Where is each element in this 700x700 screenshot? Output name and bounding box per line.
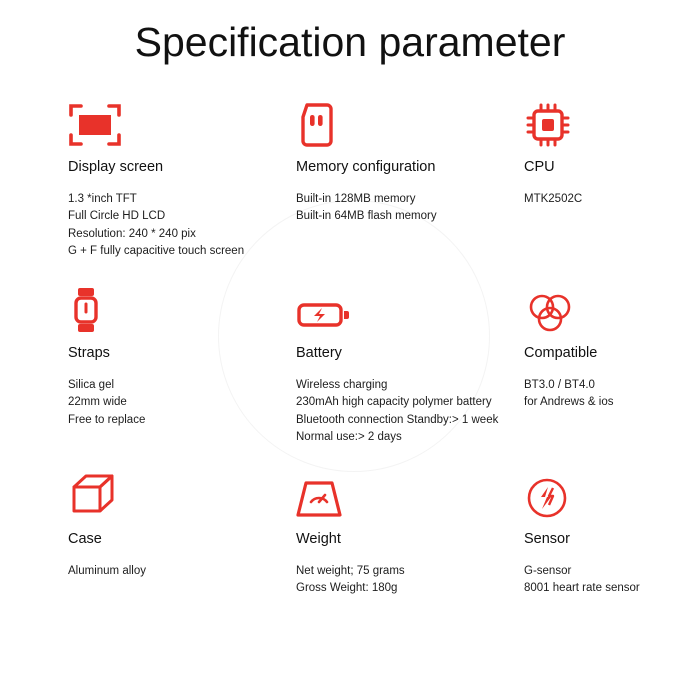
spec-line: Bluetooth connection Standby:> 1 week (296, 413, 499, 426)
spec-title: Case (68, 531, 102, 548)
spec-line: Wireless charging (296, 378, 388, 391)
battery-icon (296, 279, 524, 335)
weight-gauge-icon (296, 465, 524, 521)
spec-lines (296, 563, 524, 598)
spec-cell-case (68, 465, 296, 651)
spec-cell-weight (296, 465, 524, 651)
spec-line: Full Circle HD LCD (68, 210, 166, 223)
spec-line: Net weight; 75 grams (296, 564, 405, 577)
spec-line: 230mAh high capacity polymer battery (296, 396, 492, 409)
spec-title: Battery (296, 345, 342, 362)
page-title: Specification parameter (134, 19, 566, 65)
spec-line: 8001 heart rate sensor (524, 582, 640, 595)
spec-lines (68, 563, 296, 581)
memory-card-icon (296, 93, 524, 149)
spec-lines (524, 191, 640, 209)
spec-line: Built-in 128MB memory (296, 192, 416, 205)
spec-cell-cpu (524, 93, 640, 279)
spec-line: Silica gel (68, 378, 115, 391)
spec-cell-memory-configuration (296, 93, 524, 279)
spec-lines (524, 563, 640, 598)
spec-line: Free to replace (68, 413, 146, 426)
spec-cell-display-screen (68, 93, 296, 279)
spec-cell-straps (68, 279, 296, 465)
spec-line: for Andrews & ios (524, 396, 614, 409)
spec-cell-battery (296, 279, 524, 465)
spec-lines (68, 191, 296, 261)
spec-lines (296, 191, 524, 226)
spec-cell-sensor (524, 465, 640, 651)
spec-line: 22mm wide (68, 396, 127, 409)
cpu-chip-icon (524, 93, 640, 149)
spec-title: Display screen (68, 159, 164, 176)
sensor-waves-icon (524, 465, 640, 521)
spec-title: Compatible (524, 345, 598, 362)
spec-cell-compatible (524, 279, 640, 465)
spec-line: MTK2502C (524, 192, 583, 205)
display-screen-icon (68, 93, 296, 149)
compatible-rings-icon (524, 279, 640, 335)
spec-title: CPU (524, 159, 555, 176)
spec-title: Weight (296, 531, 341, 548)
spec-line: 1.3 *inch TFT (68, 192, 137, 205)
spec-lines (524, 377, 640, 412)
spec-line: Built-in 64MB flash memory (296, 210, 437, 223)
spec-line: BT3.0 / BT4.0 (524, 378, 595, 391)
watch-strap-icon (68, 279, 296, 335)
spec-lines (68, 377, 296, 430)
spec-line: Gross Weight: 180g (296, 582, 398, 595)
spec-title: Straps (68, 345, 110, 362)
spec-title: Memory configuration (296, 159, 436, 176)
specification-grid (0, 93, 700, 651)
spec-line: G + F fully capacitive touch screen (68, 245, 245, 258)
spec-line: Normal use:> 2 days (296, 431, 402, 444)
spec-lines (296, 377, 524, 447)
spec-line: G-sensor (524, 564, 572, 577)
spec-line: Aluminum alloy (68, 564, 146, 577)
spec-title: Sensor (524, 531, 570, 548)
spec-line: Resolution: 240 * 240 pix (68, 227, 196, 240)
box-icon (68, 465, 296, 521)
